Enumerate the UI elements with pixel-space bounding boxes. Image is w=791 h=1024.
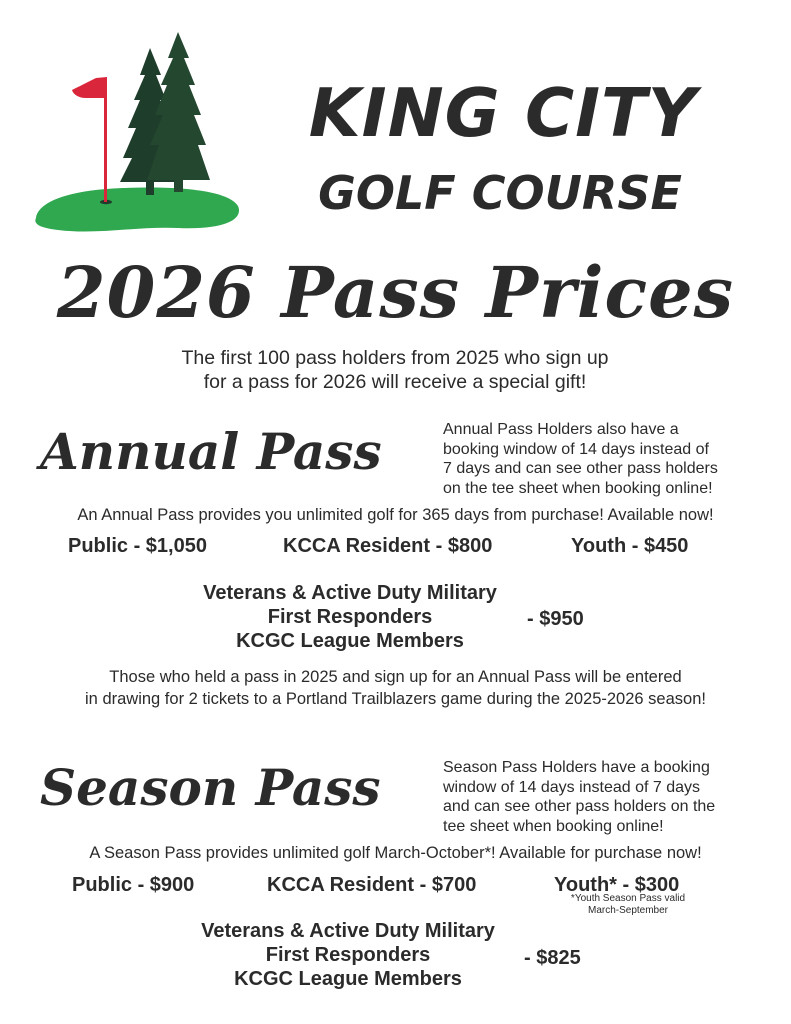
season-pass-description: A Season Pass provides unlimited golf March-October*! Available for purchase now! bbox=[89, 844, 702, 862]
annual-pass-note bbox=[443, 420, 773, 498]
putting-green-icon bbox=[35, 188, 239, 232]
season-discount-groups bbox=[158, 919, 538, 991]
note-line: Annual Pass Holders also have a bbox=[443, 421, 679, 438]
brand-name-line1: KING CITY bbox=[308, 74, 698, 152]
note-line: tee sheet when booking online! bbox=[443, 817, 664, 835]
annual-public-price: Public - $1,050 bbox=[68, 535, 207, 557]
flag-icon bbox=[72, 77, 107, 98]
drawing-line: in drawing for 2 tickets to a Portland Trailblazers game during the 2025-2026 season! bbox=[85, 690, 706, 708]
annual-drawing-text bbox=[30, 666, 761, 710]
brand-name-line2: GOLF COURSE bbox=[318, 166, 682, 220]
tree-icon bbox=[147, 32, 210, 192]
annual-discount-groups bbox=[160, 581, 540, 653]
season-pass-note bbox=[443, 758, 773, 836]
note-line: on the tee sheet when booking online! bbox=[443, 479, 713, 497]
season-public-price: Public - $900 bbox=[72, 874, 195, 896]
annual-pass-description: An Annual Pass provides you unlimited golf for 365 days from purchase! Available now! bbox=[77, 506, 714, 524]
annual-youth-price: Youth - $450 bbox=[571, 535, 689, 557]
intro-line: The first 100 pass holders from 2025 who sign up bbox=[181, 347, 609, 369]
group-line: First Responders bbox=[267, 606, 433, 628]
season-pass-title: Season Pass bbox=[40, 758, 381, 817]
golf-logo-icon bbox=[28, 30, 243, 235]
season-resident-price: KCCA Resident - $700 bbox=[267, 874, 477, 896]
season-youth-price: Youth* - $300 bbox=[554, 874, 680, 896]
note-line: and can see other pass holders on the bbox=[443, 798, 716, 815]
season-discount-price: - $825 bbox=[524, 947, 581, 969]
note-line: Season Pass Holders have a booking bbox=[443, 759, 710, 776]
youth-season-footnote bbox=[548, 893, 708, 917]
group-line: KCGC League Members bbox=[236, 630, 464, 652]
footnote-line: *Youth Season Pass valid bbox=[570, 893, 686, 904]
annual-discount-price: - $950 bbox=[527, 608, 584, 630]
intro-line: for a pass for 2026 will receive a special gift! bbox=[203, 371, 587, 393]
page-title: 2026 Pass Prices bbox=[56, 251, 735, 334]
note-line: 7 days and can see other pass holders bbox=[443, 460, 718, 477]
group-line: Veterans & Active Duty Military bbox=[203, 582, 497, 604]
annual-resident-price: KCCA Resident - $800 bbox=[283, 535, 493, 557]
intro-text bbox=[100, 346, 690, 394]
annual-pass-title: Annual Pass bbox=[40, 422, 382, 481]
note-line: booking window of 14 days instead of bbox=[443, 440, 709, 458]
group-line: KCGC League Members bbox=[234, 968, 462, 990]
drawing-line: Those who held a pass in 2025 and sign up for an Annual Pass will be entered bbox=[109, 668, 682, 686]
note-line: window of 14 days instead of 7 days bbox=[443, 778, 701, 796]
group-line: First Responders bbox=[265, 944, 431, 966]
group-line: Veterans & Active Duty Military bbox=[201, 920, 495, 942]
footnote-line: March-September bbox=[587, 905, 669, 916]
